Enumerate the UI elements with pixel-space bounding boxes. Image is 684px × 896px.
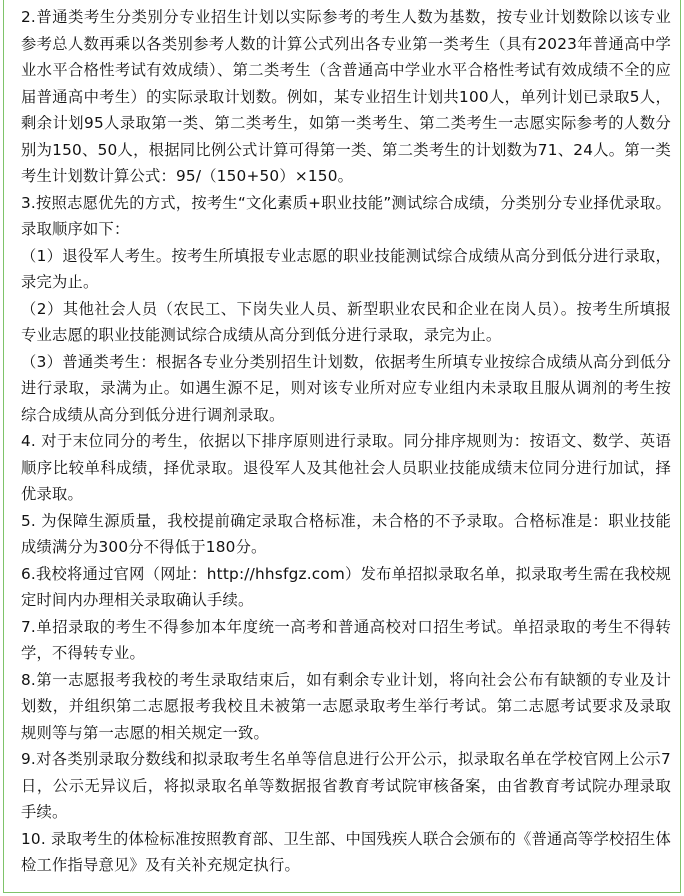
paragraph-3-admission-order: 3.按照志愿优先的方式，按考生“文化素质+职业技能”测试综合成绩，分类别分专业择优录取。录取顺序如下： bbox=[21, 193, 671, 238]
paragraph-4-tie-break: 4. 对于末位同分的考生，依据以下排序原则进行录取。同分排序规则为：按语文、数学、英语顺序比较单科成绩，择优录取。退役军人及其他社会人员职业技能成绩末位同分进行加试，择优录取。 bbox=[21, 432, 671, 503]
paragraph-6-official-website: 6.我校将通过官网（网址：http://hhsfgz.com）发布单招拟录取名单，拟录取考生需在我校规定时间内办理相关录取确认手续。 bbox=[21, 564, 671, 609]
paragraph-7-restrictions: 7.单招录取的考生不得参加本年度统一高考和普通高校对口招生考试。单招录取的考生不得转学，不得转专业。 bbox=[21, 617, 671, 662]
paragraph-3-2-social-personnel: （2）其他社会人员（农民工、下岗失业人员、新型职业农民和企业在岗人员）。按考生所填报专业志愿的职业技能测试综合成绩从高分到低分进行录取，录完为止。 bbox=[21, 299, 671, 344]
paragraph-5-qualification-standard: 5. 为保障生源质量，我校提前确定录取合格标准，未合格的不予录取。合格标准是：职业技能成绩满分为300分不得低于180分。 bbox=[21, 511, 671, 556]
paragraph-10-health-check: 10. 录取考生的体检标准按照教育部、卫生部、中国残疾人联合会颁布的《普通高等学校招生体检工作指导意见》及有关补充规定执行。 bbox=[21, 829, 671, 874]
paragraph-3-1-veterans: （1）退役军人考生。按考生所填报专业志愿的职业技能测试综合成绩从高分到低分进行录取，录完为止。 bbox=[21, 246, 671, 291]
paragraph-9-publicity: 9.对各类别录取分数线和拟录取考生名单等信息进行公开公示，拟录取名单在学校官网上公示7日，公示无异议后，将拟录取名单等数据报省教育考试院审核备案，由省教育考试院办理录取手续。 bbox=[21, 750, 671, 821]
admission-rules-text bbox=[21, 4, 671, 879]
paragraph-3-3-general-candidates: （3）普通类考生：根据各专业分类别招生计划数，依据考生所填专业按综合成绩从高分到低分进行录取，录满为止。如遇生源不足，则对该专业所对应专业组内未录取且服从调剂的考生按综合成绩从高分到低分进行调剂录取。 bbox=[21, 352, 671, 424]
paragraph-8-second-choice: 8.第一志愿报考我校的考生录取结束后，如有剩余专业计划，将向社会公布有缺额的专业及计划数，并组织第二志愿报考我校且未被第一志愿录取考生举行考试。第二志愿考试要求及录取规则等与第一志愿的相关规定一致。 bbox=[21, 670, 671, 742]
document-frame bbox=[3, 0, 681, 893]
paragraph-2-quota-calculation: 2.普通类考生分类别分专业招生计划以实际参考的考生人数为基数，按专业计划数除以该专业参考总人数再乘以各类别参考人数的计算公式列出各专业第一类考生（具有2023年普通高中学业水平合格性考试有效成绩）、第二类考生（含普通高中学业水平合格性考试有效成绩不全的应届普通高中考生）的实际录取计划数。例如，某专业招生计划共100人，单列计划已录取5人，剩余计划95人录取第一类、第二类考生，如第一类考生、第二类考生一志愿实际参考的人数分别为150、50人，根据同比例公式计算可得第一类、第二类考生的计划数为71、24人。第一类考生计划数计算公式：95/（150+50）×150。 bbox=[21, 8, 671, 185]
